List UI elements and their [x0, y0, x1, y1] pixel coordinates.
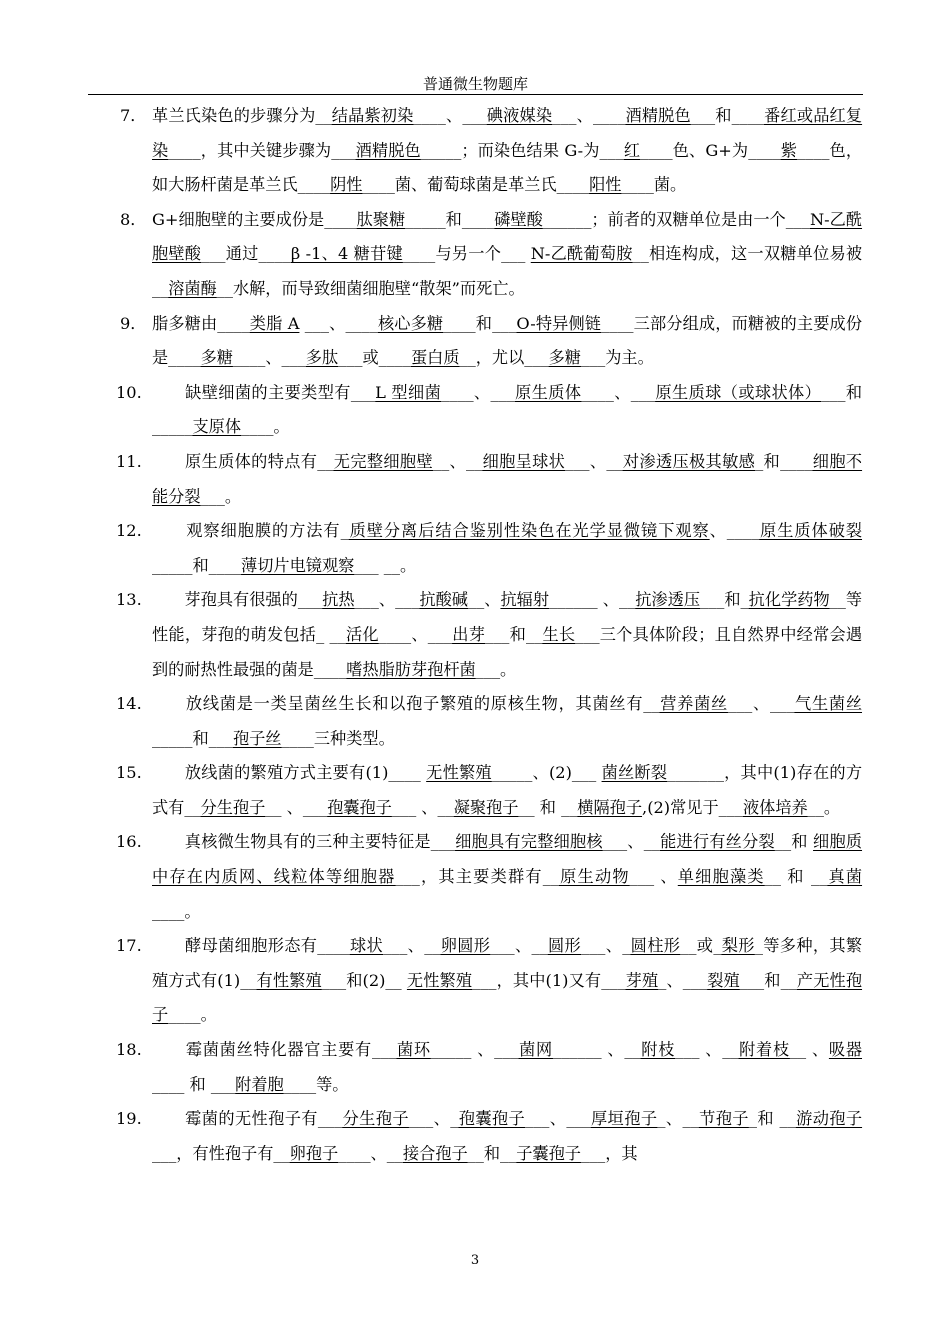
question-number: 17. — [116, 936, 142, 956]
question-text: ___。 — [475, 659, 517, 679]
question-number: 13. — [116, 590, 142, 610]
answer-text: 肽聚糖 — [356, 209, 406, 229]
answer-text: 磷壁酸 — [494, 209, 543, 229]
answer-text: 卵孢子 — [289, 1143, 339, 1163]
question-text: _等多种，其繁殖方式有(1)__ — [152, 936, 863, 990]
question-number: 16. — [116, 832, 142, 852]
answer-text: 薄切片电镜观察 — [241, 555, 355, 575]
question-text: 革兰氏染色的步骤分为__ — [152, 106, 332, 125]
answer-text: 多糖 — [200, 348, 233, 368]
question-text: ____ 和 ___ — [152, 1074, 236, 1094]
answer-text: 有性繁殖 — [256, 970, 322, 990]
answer-text: 梨形 — [721, 936, 755, 956]
question-text: ____菌。 — [621, 175, 687, 195]
question-text: 脂多糖由____ — [152, 313, 250, 333]
question-text: ___、__ — [383, 936, 441, 956]
answer-text: 多糖 — [548, 348, 581, 368]
question-text: __ 和 __ — [764, 867, 828, 887]
question-text: __ 、___ — [265, 797, 328, 817]
question-text: ___、__ — [490, 936, 548, 956]
question-number: 8． — [120, 209, 147, 229]
question-text: __和__ — [467, 1143, 517, 1163]
question-text: ___，有性孢子有__ — [152, 1143, 290, 1163]
answer-text: 类脂 A — [249, 313, 300, 333]
question-text: G+细胞壁的主要成份是____ — [152, 209, 357, 229]
question-text: ,(2)常见于___ — [642, 797, 743, 817]
answer-text: N-乙酰葡萄胺 — [530, 244, 633, 264]
question-item — [110, 307, 862, 376]
question-item — [110, 99, 862, 203]
answer-text: 结晶紫初染 — [331, 106, 414, 125]
question-text: __等性能，芽孢的萌发包括_ __ — [152, 590, 863, 644]
answer-text: 节孢子 — [698, 1109, 749, 1129]
answer-text: 番红或品红复染 — [152, 106, 863, 160]
question-item — [110, 929, 862, 1033]
question-text: _____和___ — [152, 728, 233, 748]
question-text: __和 — [774, 832, 814, 852]
question-text: __ 、 — [789, 1040, 829, 1060]
question-text: __或_ — [680, 936, 722, 956]
question-text: ______；前者的双糖单位是由一个___ — [542, 209, 810, 229]
question-text: ___、_ — [408, 1109, 459, 1129]
answer-text: 芽殖 — [625, 970, 659, 990]
answer-text: 营养菌丝 — [659, 694, 728, 714]
answer-text: 抗渗透压 — [635, 590, 701, 610]
question-text: ___ 、 — [629, 867, 678, 887]
question-text: ____三种类型。 — [281, 728, 395, 748]
question-text: ___、__ — [565, 451, 623, 471]
question-text: ___、___ — [727, 694, 795, 714]
question-text: ____。 — [152, 901, 201, 921]
answer-text: 原生质球（或球状体） — [655, 382, 822, 402]
answer-text: 圆形 — [547, 936, 582, 956]
question-text: ___和_ — [700, 590, 749, 610]
question-text: ____等。 — [283, 1074, 349, 1094]
question-text: ___和__ — [485, 624, 543, 644]
question-text: ___，其中(1)又有___ — [472, 970, 626, 990]
question-text: ___和____ — [690, 106, 765, 125]
question-text: ____，其中关键步骤为___ — [168, 140, 356, 160]
answer-text: 酒精脱色 — [355, 140, 421, 160]
question-text: 酵母菌细胞形态有____ — [152, 936, 350, 956]
question-text: ____、___ — [441, 382, 515, 402]
answer-text: 阳性 — [589, 175, 622, 195]
question-text: ___、____ — [552, 106, 626, 125]
answer-text: 无性繁殖 — [406, 970, 473, 990]
question-number: 19. — [116, 1109, 142, 1129]
question-item — [110, 825, 862, 929]
question-text: ___ 、__ — [391, 797, 454, 817]
answer-text: 裂殖 — [707, 970, 740, 990]
question-text: ______ 、__ — [552, 1040, 641, 1060]
question-item — [110, 1102, 862, 1171]
answer-text: 游动孢子 — [795, 1109, 863, 1129]
answer-text: 抗酸碱 — [419, 590, 469, 610]
answer-text: 菌网 — [518, 1040, 553, 1060]
question-text: _____ 、___ — [430, 1040, 519, 1060]
question-text: ___、____ — [299, 313, 378, 333]
question-text: 缺壁细菌的主要类型有___ — [152, 382, 376, 402]
question-text: ___，其 — [580, 1143, 638, 1163]
question-text: __、__ — [432, 451, 483, 471]
question-item — [110, 687, 862, 756]
question-text: ___或____ — [338, 348, 411, 368]
answer-text: 溶菌酶 — [168, 278, 217, 298]
question-text: 放线菌是一类呈菌丝生长和以孢子繁殖的原核生物，其菌丝有__ — [152, 694, 660, 714]
answer-text: 孢囊孢子 — [458, 1109, 526, 1129]
question-text: ___通过____ — [201, 244, 291, 264]
answer-text: 厚垣孢子 — [590, 1109, 658, 1129]
answer-text: 红 — [623, 140, 641, 160]
question-text: ____三部分组成，而糖被的主要成份是____ — [152, 313, 863, 368]
answer-text: 酒精脱色 — [625, 106, 691, 125]
answer-text: 能进行有丝分裂 — [659, 832, 775, 852]
question-item — [110, 583, 862, 687]
question-text: ___和(2)__ — [321, 970, 407, 990]
answer-text: 孢囊孢子 — [327, 797, 392, 817]
question-text: ____、___ — [413, 106, 487, 125]
question-text: ___三个具体阶段；且自然界中经常会遇到的耐热性最强的菌是____ — [152, 624, 863, 679]
question-text: _____；而染色结果 G-为___ — [420, 140, 624, 160]
answer-text: 菌环 — [396, 1040, 431, 1060]
answer-text: 无性繁殖 — [426, 763, 492, 783]
question-text: ____菌、葡萄球菌是革兰氏____ — [362, 175, 590, 195]
question-text: ____、___ — [378, 624, 453, 644]
answer-text: 多肽 — [305, 348, 339, 368]
question-text: ____和___ — [443, 313, 517, 333]
question-text: _____、(2)___ — [491, 763, 602, 783]
question-text: ______ 、__ — [549, 590, 636, 610]
question-text: 原生质体的特点有__ — [152, 451, 334, 471]
question-text: ___、___ — [525, 1109, 591, 1129]
question-text: ____。 — [168, 1005, 217, 1025]
question-text: ___和_____ — [152, 382, 863, 437]
question-text: _______，其中(1)存在的方式有__ — [152, 763, 863, 817]
answer-text: 嗜热脂肪芽孢杆菌 — [346, 659, 476, 679]
answer-text: 分生孢子 — [342, 1109, 409, 1129]
question-number: 14. — [116, 694, 142, 714]
question-number: 9． — [120, 313, 147, 333]
page-header: 普通微生物题库 — [422, 75, 528, 93]
question-text: __相连构成，这一双糖单位易被__ — [152, 244, 863, 298]
answer-text: 生长 — [542, 624, 576, 644]
question-text: ___。 — [200, 486, 242, 506]
answer-text: 对渗透压极其敏感 — [622, 451, 756, 471]
question-text: _和____ — [755, 451, 813, 471]
question-text: 霉菌的无性孢子有___ — [152, 1109, 343, 1129]
question-item — [110, 1033, 862, 1102]
answer-text: 菌丝断裂 — [601, 763, 668, 783]
answer-text: 抗辐射 — [500, 590, 550, 610]
question-item — [110, 756, 862, 825]
question-item — [110, 203, 862, 307]
question-number: 15. — [116, 763, 142, 783]
question-item — [110, 514, 862, 583]
answer-text: 横隔孢子 — [577, 797, 643, 817]
question-text: ___ __。 — [354, 555, 417, 575]
question-text: _____和____ — [405, 209, 495, 229]
answer-text: 子囊孢子 — [516, 1143, 581, 1163]
answer-text: 液体培养 — [742, 797, 808, 817]
question-text: ____、___ — [232, 348, 306, 368]
question-text: __。 — [807, 797, 841, 817]
answer-text: 吸器 — [828, 1040, 863, 1060]
answer-text: 原生质体破裂 — [759, 521, 863, 541]
question-text: ____、__ — [338, 1143, 403, 1163]
question-text: ____色、G+为____ — [640, 140, 781, 160]
question-text: ___为主。 — [580, 348, 654, 368]
answer-text: 圆柱形 — [630, 936, 681, 956]
answer-text: 单细胞藻类 — [677, 867, 765, 887]
page-number: 3 — [470, 1253, 480, 1268]
question-number: 7． — [120, 106, 147, 125]
question-number: 10. — [116, 382, 142, 402]
answer-text: 分生孢子 — [200, 797, 266, 817]
question-text: 观察细胞膜的方法有_ — [152, 521, 349, 541]
question-text: 、____ — [709, 521, 760, 541]
answer-text: β -1、4 糖苷键 — [290, 244, 403, 264]
header-divider — [88, 94, 863, 95]
answer-text: 抗热 — [322, 590, 355, 610]
question-text: 霉菌菌丝特化器官主要有___ — [152, 1040, 397, 1060]
question-text: ____。 — [241, 417, 290, 437]
question-number: 11. — [116, 451, 142, 471]
answer-text: 接合孢子 — [402, 1143, 468, 1163]
answer-text: 出芽 — [452, 624, 486, 644]
question-item — [110, 445, 862, 514]
answer-text: 附着枝 — [738, 1040, 790, 1060]
answer-text: 无完整细胞壁 — [333, 451, 433, 471]
question-text: 芽孢具有很强的___ — [152, 590, 323, 610]
question-text: ___、__ — [602, 832, 660, 852]
question-text: 放线菌的繁殖方式主要有(1)____ — [152, 763, 427, 783]
answer-text: 气生菌丝 — [794, 694, 863, 714]
answer-text: 球状 — [349, 936, 384, 956]
question-text: ___、___ — [354, 590, 420, 610]
question-text: __、 — [468, 590, 501, 610]
answer-text: 原生动物 — [558, 867, 630, 887]
question-text: __ 和 __ — [518, 797, 578, 817]
question-number: 18. — [116, 1040, 142, 1060]
question-item — [110, 376, 862, 445]
answer-text: 碘液媒染 — [486, 106, 553, 125]
answer-text: 紫 — [780, 140, 798, 160]
question-text: _、___ — [658, 970, 708, 990]
question-text: __水解，而导致细菌细胞壁“散架”而死亡。 — [216, 278, 525, 298]
answer-text: 附着胞 — [235, 1074, 284, 1094]
question-text: ___、_ — [581, 936, 631, 956]
question-text: _____和____ — [152, 555, 242, 575]
answer-text: L 型细菌 — [375, 382, 442, 402]
answer-text: N-乙酰胞壁酸 — [152, 209, 863, 264]
answer-text: 支原体 — [192, 417, 242, 437]
question-text: ___，其主要类群有__ — [395, 867, 559, 887]
answer-text: 细胞呈球状 — [482, 451, 566, 471]
answer-text: 附枝 — [640, 1040, 676, 1060]
answer-text: 细胞质中存在内质网、线粒体等细胞器 — [152, 832, 863, 887]
question-text: ____、___ — [581, 382, 656, 402]
question-list — [110, 99, 862, 1171]
answer-text: 产无性孢子 — [152, 970, 863, 1025]
question-text: ____与另一个___ — [402, 244, 531, 264]
answer-text: 蛋白质 — [411, 348, 460, 368]
answer-text: 阴性 — [330, 175, 363, 195]
answer-text: 卵圆形 — [440, 936, 491, 956]
question-text: _、__ — [657, 1109, 699, 1129]
answer-text: 原生质体 — [514, 382, 582, 402]
answer-text: 凝聚孢子 — [453, 797, 519, 817]
answer-text: 抗化学药物 — [748, 590, 830, 610]
question-text: 真核微生物具有的三种主要特征是___ — [152, 832, 456, 852]
question-text: ____色，如大肠杆菌是革兰氏____ — [152, 140, 863, 195]
answer-text: 真菌 — [827, 867, 863, 887]
question-number: 12. — [116, 521, 142, 541]
question-text: _和 __ — [748, 1109, 796, 1129]
answer-text: 细胞具有完整细胞核 — [455, 832, 603, 852]
answer-text: 孢子丝 — [232, 728, 282, 748]
answer-text: 活化 — [345, 624, 379, 644]
answer-text: 细胞不能分裂 — [152, 451, 863, 506]
answer-text: 核心多糖 — [377, 313, 444, 333]
answer-text: 质壁分离后结合鉴别性染色在光学显微镜下观察 — [348, 521, 710, 541]
answer-text: O-特异侧链 — [516, 313, 602, 333]
question-text: ___ 、__ — [675, 1040, 739, 1060]
question-text: __，尤以___ — [459, 348, 549, 368]
question-text: ___和__ — [739, 970, 797, 990]
